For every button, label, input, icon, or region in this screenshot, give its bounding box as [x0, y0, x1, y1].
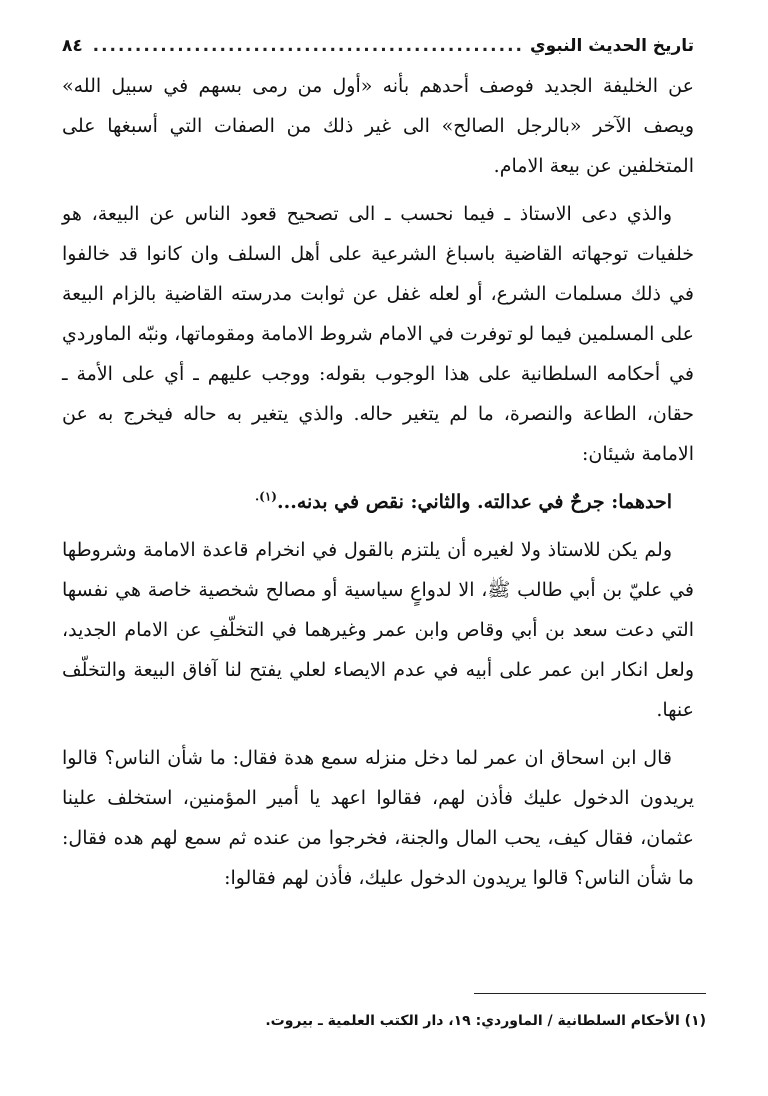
document-page: [62, 26, 694, 906]
paragraph-4: قال ابن اسحاق ان عمر لما دخل منزله سمع هدة فقال: ما شأن الناس؟ قالوا يريدون الدخول عليك فأذن لهم، فقالوا اعهد يا أمير المؤمنين، استخلف علينا عثمان، فقال كيف، يحب المال والجنة، فخرجوا من عنده ثم سمع لهم هده فقال: ما شأن الناس؟ قالوا يريدون الدخول عليك، فأذن لهم فقالوا:: [62, 747, 694, 889]
quoted-passage-text: احدهما: جرحٌ في عدالته. والثاني: نقص في بدنه...: [276, 491, 672, 513]
body-text: [62, 66, 694, 898]
quoted-passage: [62, 482, 694, 522]
footnote-reference[interactable]: (١).: [254, 489, 277, 504]
book-title: تاريخ الحديث النبوي: [529, 36, 694, 56]
running-header: [62, 26, 694, 66]
paragraph-1: عن الخليفة الجديد فوصف أحدهم بأنه «أول من رمى بسهم في سبيل الله» ويصف الآخر «بالرجل الصالح» الى غير ذلك من الصفات التي أسبغها على المتخلفين عن بيعة الامام.: [62, 75, 694, 177]
paragraph-2: والذي دعى الاستاذ ـ فيما نحسب ـ الى تصحيح قعود الناس عن البيعة، هو خلفيات توجهاته القاضية باسباغ الشرعية على أهل السلف وان كانوا قد خالفوا في ذلك مسلمات الشرع، أو لعله غفل عن ثوابت مدرسته القاضية بالزام البيعة على المسلمين فيما لو توفرت في الامام شروط الامامة ومقوماتها، ونبّه الماوردي في أحكامه السلطانية على هذا الوجوب بقوله: ووجب عليهم ـ أي على الأمة ـ حقان، الطاعة والنصرة، ما لم يتغير حاله. والذي يتغير به حاله فيخرج به عن الامامة شيئان:: [62, 203, 694, 465]
page-number: ٨٤: [62, 36, 83, 56]
footnote: (١) الأحكام السلطانية / الماوردي: ١٩، دار الكتب العلمية ـ بيروت.: [265, 1013, 706, 1029]
leader-dots: ...................................................: [92, 36, 524, 56]
footnote-divider: [474, 993, 706, 994]
paragraph-3: ولم يكن للاستاذ ولا لغيره أن يلتزم بالقول في انخرام قاعدة الامامة وشروطها في عليّ بن أبي طالب ﷺ، الا لدواعٍ سياسية أو مصالح شخصية خاصة هي نفسها التي دعت سعد بن أبي وقاص وابن عمر وغيرهما في التخلّفِ عن الامام الجديد، ولعل انكار ابن عمر على أبيه في عدم الايصاء لعلي يفتح لنا آفاق البيعة والتخلّف عنها.: [62, 539, 694, 721]
